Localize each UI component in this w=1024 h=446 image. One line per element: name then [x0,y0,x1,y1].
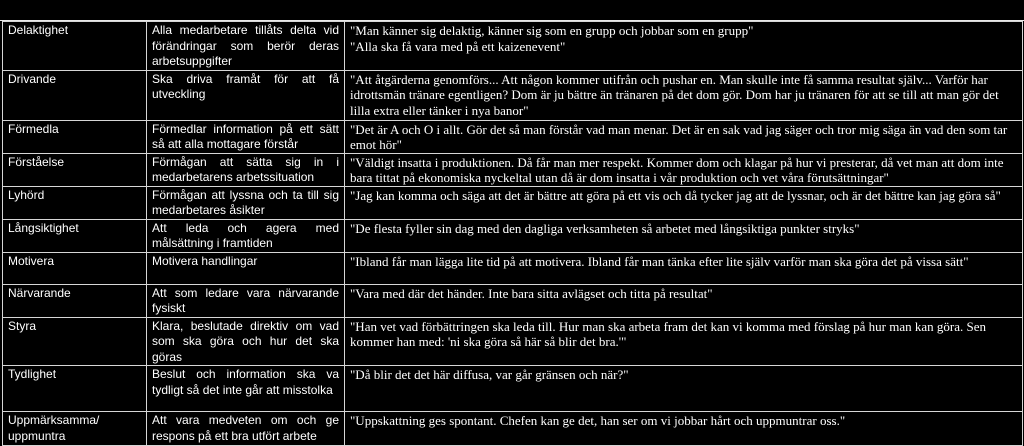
leadership-table [2,21,1023,446]
term-cell: Lyhörd [3,186,147,219]
term-cell: Förståelse [3,153,147,186]
table-row [3,153,1023,186]
quote-cell: "Att åtgärderna genomförs... Att någon kommer utifrån och pushar en. Man skulle inte få samma resultat själv... Varför har idrottsmän tränare egentligen? Dom är ju bättre än tränaren på det dom gör. Dom har ju tränaren för att se till att man gör det lilla extra eller tänker i nya banor" [345,70,1023,120]
table-row [3,366,1023,412]
quote-cell: "Vara med där det händer. Inte bara sitta avlägset och titta på resultat" [345,284,1023,317]
quote-cell: "Man känner sig delaktig, känner sig som en grupp och jobbar som en grupp" "Alla ska få vara med på ett kaizenevent" [345,22,1023,71]
term-cell: Närvarande [3,284,147,317]
definition-cell: Att som ledare vara närvarande fysiskt [147,284,345,317]
quote-cell: "Han vet vad förbättringen ska leda till. Hur man ska arbeta fram det kan vi komma med förslag på hur man kan göra. Sen kommer han med: 'ni ska göra så här så blir det bra.'" [345,317,1023,366]
table-row [3,252,1023,284]
term-cell: Förmedla [3,120,147,153]
table-row [3,412,1023,446]
definition-cell: Klara, beslutade direktiv om vad som ska göra och hur det ska göras [147,317,345,366]
term-cell: Styra [3,317,147,366]
header-band [0,0,1024,20]
table-row [3,70,1023,120]
definition-cell: Alla medarbetare tillåts delta vid förändringar som berör deras arbetsuppgifter [147,22,345,71]
term-cell: Delaktighet [3,22,147,71]
definition-cell: Motivera handlingar [147,252,345,284]
definition-cell: Förmågan att sätta sig in i medarbetarens arbetssituation [147,153,345,186]
quote-cell: "Jag kan komma och säga att det är bättre att göra på ett vis och då tycker jag att de lyssnar, och är det bättre kan jag göra så" [345,186,1023,219]
table-row [3,22,1023,71]
term-cell: Drivande [3,70,147,120]
definition-cell: Förmedlar information på ett sätt så att alla mottagare förstår [147,120,345,153]
quote-cell: "Det är A och O i allt. Gör det så man förstår vad man menar. Det är en sak vad jag säger och tror mig säga än vad den som tar emot hör" [345,120,1023,153]
term-cell: Motivera [3,252,147,284]
term-cell: Långsiktighet [3,219,147,252]
quote-cell: "Väldigt insatta i produktionen. Då får man mer respekt. Kommer dom och klagar på hur vi presterar, då vet man att dom inte bara tittat på ekonomiska nyckeltal utan då är dom insatta i vår produktion och vet våra förutsättningar" [345,153,1023,186]
table-row [3,284,1023,317]
quote-cell: "Uppskattning ges spontant. Chefen kan ge det, han ser om vi jobbar hårt och uppmuntrar oss." [345,412,1023,446]
term-cell: Tydlighet [3,366,147,412]
definition-cell: Att leda och agera med målsättning i framtiden [147,219,345,252]
quote-cell: "Ibland får man lägga lite tid på att motivera. Ibland får man tänka efter lite själv varför man ska göra det på vissa sätt" [345,252,1023,284]
definition-cell: Att vara medveten om och ge respons på ett bra utfört arbete [147,412,345,446]
quote-cell: "De flesta fyller sin dag med den dagliga verksamheten så arbetet med långsiktiga punkter stryks" [345,219,1023,252]
table-row [3,120,1023,153]
table-row [3,186,1023,219]
table-row [3,317,1023,366]
quote-cell: "Då blir det det här diffusa, var går gränsen och när?" [345,366,1023,412]
table-row [3,219,1023,252]
term-cell: Uppmärksamma/ uppmuntra [3,412,147,446]
definition-cell: Förmågan att lyssna och ta till sig medarbetares åsikter [147,186,345,219]
definition-cell: Beslut och information ska va tydligt så det inte går att misstolka [147,366,345,412]
definition-cell: Ska driva framåt för att få utveckling [147,70,345,120]
